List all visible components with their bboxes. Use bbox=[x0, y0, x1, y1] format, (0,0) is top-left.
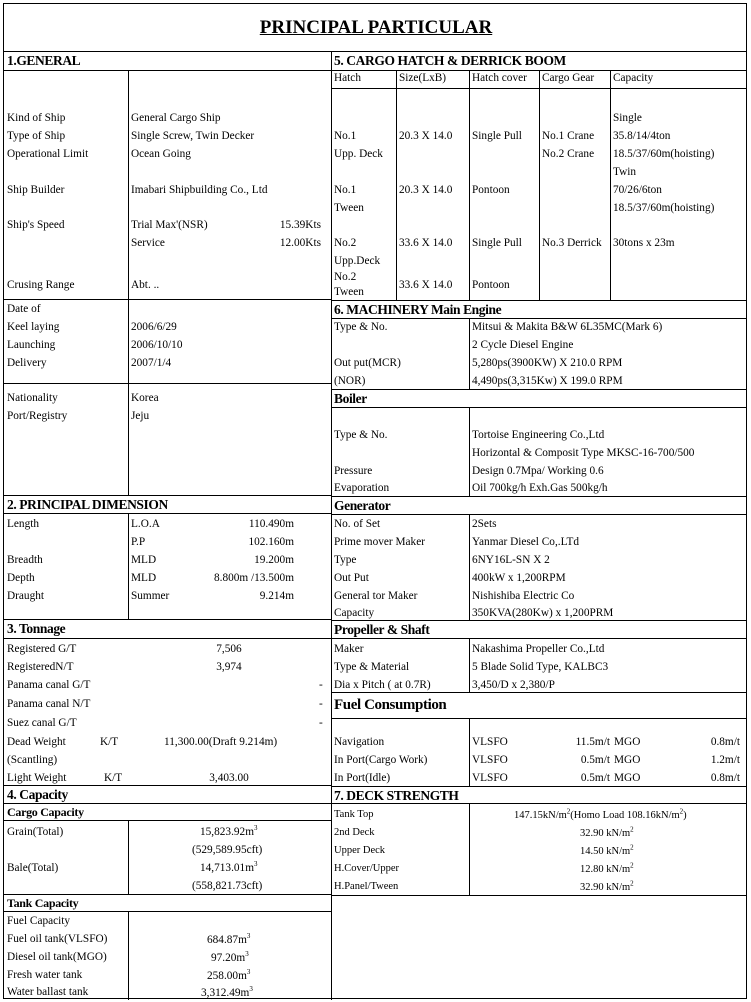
rule bbox=[4, 619, 331, 620]
rule bbox=[128, 299, 129, 383]
rule bbox=[469, 718, 470, 786]
prop-material-value: 5 Blade Solid Type, KALBC3 bbox=[472, 661, 609, 673]
hatch2-a: No.1 bbox=[334, 184, 357, 196]
bale-cft: (558,821.73cft) bbox=[192, 880, 263, 892]
fuel-row-v2: 0.8m/t bbox=[710, 736, 740, 748]
length-label: Length bbox=[7, 518, 39, 530]
rule bbox=[4, 803, 331, 804]
hatch2-size: 20.3 X 14.0 bbox=[399, 184, 453, 196]
cap-twin: Twin bbox=[613, 166, 637, 178]
breadth-value: 19.200m bbox=[254, 554, 294, 566]
mcr-label: Out put(MCR) bbox=[334, 357, 401, 369]
gen-type-label: Type bbox=[334, 554, 357, 566]
grain-value: $15,823.92m^3$ bbox=[200, 824, 258, 838]
fuel-row-v2: 0.8m/t bbox=[710, 772, 740, 784]
prime-value: Yanmar Diesel Co,.LTd bbox=[472, 536, 580, 548]
hatch1-b: Upp. Deck bbox=[334, 148, 383, 160]
trial-value: 15.39Kts bbox=[279, 219, 321, 231]
fuel-row-vlsfo: VLSFO bbox=[472, 754, 508, 766]
lw-value: 3,403.00 bbox=[209, 772, 249, 784]
rule bbox=[331, 407, 746, 408]
section-heading-dimension: 2. PRINCIPAL DIMENSION bbox=[7, 497, 168, 512]
service-label: Service bbox=[131, 237, 165, 249]
hcover-label: H.Cover/Upper bbox=[334, 863, 400, 874]
cap-twin1: 70/26/6ton bbox=[613, 184, 662, 196]
draught-label: Draught bbox=[7, 590, 45, 602]
rule bbox=[4, 911, 331, 912]
center-divider bbox=[331, 51, 332, 1000]
fuel-row-v1: 0.5m/t bbox=[580, 772, 610, 784]
tank-capacity-heading: Tank Capacity bbox=[7, 896, 79, 910]
depth-value: 8.800m /13.500m bbox=[213, 572, 294, 584]
prop-material-label: Type & Material bbox=[334, 661, 410, 673]
rule bbox=[331, 638, 746, 639]
rule bbox=[331, 895, 746, 896]
breadth-sub: MLD bbox=[131, 554, 157, 566]
builder-value: Imabari Shipbuilding Co., Ltd bbox=[131, 184, 268, 196]
col-hatch: Hatch bbox=[334, 72, 361, 84]
vlsfo-label: Fuel oil tank(VLSFO) bbox=[7, 933, 108, 945]
grain-cft: (529,589.95cft) bbox=[192, 844, 263, 856]
port-value: Jeju bbox=[131, 410, 150, 422]
gen-maker-label: General tor Maker bbox=[334, 590, 418, 602]
rule bbox=[4, 894, 331, 895]
gen-maker-value: Nishishiba Electric Co bbox=[472, 590, 575, 602]
date-label: Date of bbox=[7, 303, 41, 315]
nt-value: 3,974 bbox=[216, 661, 242, 673]
rule bbox=[469, 514, 470, 620]
engine-type-value2: 2 Cycle Diesel Engine bbox=[472, 339, 574, 351]
wb-label: Water ballast tank bbox=[7, 986, 89, 998]
hpanel-value: 32.90 $kN/m^2$ bbox=[580, 879, 634, 893]
range-label: Crusing Range bbox=[7, 279, 75, 291]
breadth-label: Breadth bbox=[7, 554, 43, 566]
engine-type-value1: Mitsui & Makita B&W 6L35MC(Mark 6) bbox=[472, 321, 663, 333]
sgt-label: Suez canal G/T bbox=[7, 717, 77, 729]
section-heading-general: 1.GENERAL bbox=[7, 53, 81, 68]
fuel-row-label: Navigation bbox=[334, 736, 385, 748]
deck2-value: 32.90 $kN/m^2$ bbox=[580, 825, 634, 839]
kind-value: General Cargo Ship bbox=[131, 112, 221, 124]
fuel-row-v1: 11.5m/t bbox=[575, 736, 610, 748]
fw-value: $258.00m^3$ bbox=[207, 968, 251, 982]
rule bbox=[331, 514, 746, 515]
section-heading-machinery: 6. MACHINERY Main Engine bbox=[334, 302, 502, 317]
hatch4-size: 33.6 X 14.0 bbox=[399, 279, 453, 291]
pp-value: 102.160m bbox=[248, 536, 294, 548]
gen-out-value: 400kW x 1,200RPM bbox=[472, 572, 566, 584]
nor-value: 4,490ps(3,315Kw) X 199.0 RPM bbox=[472, 375, 623, 387]
delivery-value: 2007/1/4 bbox=[131, 357, 172, 369]
col-gear: Cargo Gear bbox=[542, 72, 595, 84]
boiler-type-value1: Tortoise Engineering Co.,Ltd bbox=[472, 429, 605, 441]
rule bbox=[128, 70, 129, 299]
rule bbox=[469, 318, 470, 389]
section-heading-hatch: 5. CARGO HATCH & DERRICK BOOM bbox=[334, 53, 566, 68]
prime-label: Prime mover Maker bbox=[334, 536, 425, 548]
pressure-value: Design 0.7Mpa/ Working 0.6 bbox=[472, 465, 604, 477]
boiler-type-value2: Horizontal & Composit Type MKSC-16-700/500 bbox=[472, 447, 695, 459]
rule bbox=[4, 638, 331, 639]
gen-set-value: 2Sets bbox=[472, 518, 497, 530]
cap-single1: 35.8/14/4ton bbox=[613, 130, 671, 142]
rule bbox=[128, 513, 129, 619]
fuel-row-label: In Port(Idle) bbox=[334, 772, 391, 784]
nationality-label: Nationality bbox=[7, 392, 58, 404]
hatch1-cover: Single Pull bbox=[472, 130, 522, 142]
mgo-value: $97.20m^3$ bbox=[211, 950, 249, 964]
pgt-value: - bbox=[319, 679, 323, 691]
range-value: Abt. .. bbox=[131, 279, 160, 291]
bale-label: Bale(Total) bbox=[7, 862, 59, 874]
type-label: Type of Ship bbox=[7, 130, 66, 142]
launch-value: 2006/10/10 bbox=[131, 339, 183, 351]
fw-label: Fresh water tank bbox=[7, 969, 83, 981]
col-size: Size(LxB) bbox=[399, 72, 447, 84]
cap-twin2: 18.5/37/60m(hoisting) bbox=[613, 202, 715, 214]
builder-label: Ship Builder bbox=[7, 184, 65, 196]
wb-value: $3,312.49m^3$ bbox=[201, 985, 253, 999]
grain-label: Grain(Total) bbox=[7, 826, 64, 838]
rule bbox=[396, 70, 397, 300]
cap-3: 30tons x 23m bbox=[613, 237, 675, 249]
hatch3-size: 33.6 X 14.0 bbox=[399, 237, 453, 249]
hatch2-b: Tween bbox=[334, 202, 364, 214]
service-value: 12.00Kts bbox=[279, 237, 321, 249]
rule bbox=[610, 70, 611, 300]
rule bbox=[128, 820, 129, 894]
gt-value: 7,506 bbox=[216, 643, 242, 655]
limit-value: Ocean Going bbox=[131, 148, 191, 160]
nor-label: (NOR) bbox=[334, 375, 366, 387]
rule bbox=[331, 389, 746, 390]
gear-3: No.3 Derrick bbox=[542, 237, 602, 249]
keel-label: Keel laying bbox=[7, 321, 60, 333]
page-title: PRINCIPAL PARTICULAR bbox=[259, 17, 493, 38]
hpanel-label: H.Panel/Tween bbox=[334, 881, 399, 892]
keel-value: 2006/6/29 bbox=[131, 321, 177, 333]
evap-label: Evaporation bbox=[334, 482, 390, 494]
kind-label: Kind of Ship bbox=[7, 112, 66, 124]
type-value: Single Screw, Twin Decker bbox=[131, 130, 255, 142]
nt-label: RegisteredN/T bbox=[7, 661, 74, 673]
hatch4-a: No.2 bbox=[334, 271, 357, 283]
gen-out-label: Out Put bbox=[334, 572, 369, 584]
tank-top-value: $147.15kN/m^2(Homo$ Load $108.16kN/m^2$) bbox=[514, 807, 687, 821]
pnt-value: - bbox=[319, 698, 323, 710]
section-heading-boiler: Boiler bbox=[334, 391, 367, 406]
section-heading-capacity: 4. Capacity bbox=[7, 787, 68, 802]
prop-dia-value: 3,450/D x 2,380/P bbox=[472, 679, 555, 691]
fuel-row-v1: 0.5m/t bbox=[580, 754, 610, 766]
boiler-type-label: Type & No. bbox=[334, 429, 388, 441]
mcr-value: 5,280ps(3900KW) X 210.0 RPM bbox=[472, 357, 623, 369]
hatch3-b: Upp.Deck bbox=[334, 255, 381, 267]
rule bbox=[539, 70, 540, 300]
rule bbox=[4, 820, 331, 821]
fuel-row-mgo: MGO bbox=[614, 772, 641, 784]
hatch3-a: No.2 bbox=[334, 237, 357, 249]
particulars-sheet bbox=[3, 3, 747, 999]
fuel-row-label: In Port(Cargo Work) bbox=[334, 754, 428, 766]
rule bbox=[331, 300, 746, 301]
pnt-label: Panama canal N/T bbox=[7, 698, 91, 710]
hatch2-cover: Pontoon bbox=[472, 184, 510, 196]
rule bbox=[4, 513, 331, 514]
section-heading-deck: 7. DECK STRENGTH bbox=[334, 788, 459, 803]
section-heading-generator: Generator bbox=[334, 498, 391, 513]
hatch1-a: No.1 bbox=[334, 130, 357, 142]
fuel-row-vlsfo: VLSFO bbox=[472, 772, 508, 784]
rule bbox=[331, 803, 746, 804]
pressure-label: Pressure bbox=[334, 465, 373, 477]
speed-label: Ship's Speed bbox=[7, 219, 65, 231]
depth-sub: MLD bbox=[131, 572, 157, 584]
prop-dia-label: Dia x Pitch ( at 0.7R) bbox=[334, 679, 431, 691]
launch-label: Launching bbox=[7, 339, 56, 351]
draught-sub: Summer bbox=[131, 590, 170, 602]
fuel-row-v2: 1.2m/t bbox=[710, 754, 740, 766]
rule bbox=[4, 299, 331, 300]
dw-label: Dead Weight bbox=[7, 736, 66, 748]
lw-label: Light Weight bbox=[7, 772, 67, 784]
depth-label: Depth bbox=[7, 572, 35, 584]
loa-label: L.O.A bbox=[131, 518, 160, 530]
fuel-row-mgo: MGO bbox=[614, 736, 641, 748]
rule bbox=[331, 496, 746, 497]
deck2-label: 2nd Deck bbox=[334, 827, 375, 838]
gt-label: Registered G/T bbox=[7, 643, 77, 655]
rule bbox=[4, 383, 331, 384]
fuel-row-mgo: MGO bbox=[614, 754, 641, 766]
section-heading-propeller: Propeller & Shaft bbox=[334, 622, 430, 637]
prop-maker-label: Maker bbox=[334, 643, 364, 655]
gen-type-value: 6NY16L-SN X 2 bbox=[472, 554, 550, 566]
pp-label: P.P bbox=[131, 536, 146, 548]
prop-maker-value: Nakashima Propeller Co.,Ltd bbox=[472, 643, 605, 655]
rule bbox=[469, 803, 470, 895]
section-heading-tonnage: 3. Tonnage bbox=[7, 621, 66, 636]
fuel-capacity-label: Fuel Capacity bbox=[7, 915, 71, 927]
vlsfo-value: $684.87m^3$ bbox=[207, 932, 251, 946]
sgt-value: - bbox=[319, 717, 323, 729]
rule bbox=[128, 383, 129, 495]
loa-value: 110.490m bbox=[248, 518, 294, 530]
rule bbox=[331, 786, 746, 787]
upper-deck-label: Upper Deck bbox=[334, 845, 386, 856]
rule bbox=[331, 718, 746, 719]
gen-cap-value: 350KVA(280Kw) x 1,200PRM bbox=[472, 607, 614, 619]
scantling-label: (Scantling) bbox=[7, 754, 58, 766]
limit-label: Operational Limit bbox=[7, 148, 89, 160]
fuel-row-vlsfo: VLSFO bbox=[472, 736, 508, 748]
hatch3-cover: Single Pull bbox=[472, 237, 522, 249]
dw-value: 11,300.00(Draft 9.214m) bbox=[164, 736, 278, 748]
rule bbox=[128, 911, 129, 1000]
lw-unit: K/T bbox=[104, 772, 123, 784]
cap-single: Single bbox=[613, 112, 642, 124]
rule bbox=[469, 407, 470, 496]
gen-set-label: No. of Set bbox=[334, 518, 381, 530]
hatch4-cover: Pontoon bbox=[472, 279, 510, 291]
engine-type-label: Type & No. bbox=[334, 321, 388, 333]
tank-top-label: Tank Top bbox=[334, 809, 374, 820]
evap-value: Oil 700kg/h Exh.Gas 500kg/h bbox=[472, 482, 608, 494]
rule bbox=[4, 495, 331, 496]
rule-under-title bbox=[4, 51, 746, 52]
nationality-value: Korea bbox=[131, 392, 159, 404]
col-capacity: Capacity bbox=[613, 72, 654, 84]
section-heading-fuel: Fuel Consumption bbox=[334, 697, 447, 713]
bale-value: $14,713.01m^3$ bbox=[200, 860, 258, 874]
trial-label: Trial Max'(NSR) bbox=[131, 219, 208, 231]
rule bbox=[4, 70, 331, 71]
hatch1-size: 20.3 X 14.0 bbox=[399, 130, 453, 142]
dw-unit: K/T bbox=[100, 736, 119, 748]
cap-single2: 18.5/37/60m(hoisting) bbox=[613, 148, 715, 160]
upper-deck-value: 14.50 $kN/m^2$ bbox=[580, 843, 634, 857]
mgo-label: Diesel oil tank(MGO) bbox=[7, 951, 107, 963]
draught-value: 9.214m bbox=[259, 590, 294, 602]
gear-1: No.1 Crane bbox=[542, 130, 595, 142]
pgt-label: Panama canal G/T bbox=[7, 679, 91, 691]
rule bbox=[331, 318, 746, 319]
hcover-value: 12.80 $kN/m^2$ bbox=[580, 861, 634, 875]
rule bbox=[469, 70, 470, 300]
hatch4-b: Tween bbox=[334, 286, 364, 298]
delivery-label: Delivery bbox=[7, 357, 47, 369]
cargo-capacity-heading: Cargo Capacity bbox=[7, 805, 84, 819]
gear-2: No.2 Crane bbox=[542, 148, 595, 160]
port-label: Port/Registry bbox=[7, 410, 68, 422]
rule bbox=[469, 638, 470, 692]
gen-cap-label: Capacity bbox=[334, 607, 375, 619]
col-cover: Hatch cover bbox=[472, 72, 527, 84]
